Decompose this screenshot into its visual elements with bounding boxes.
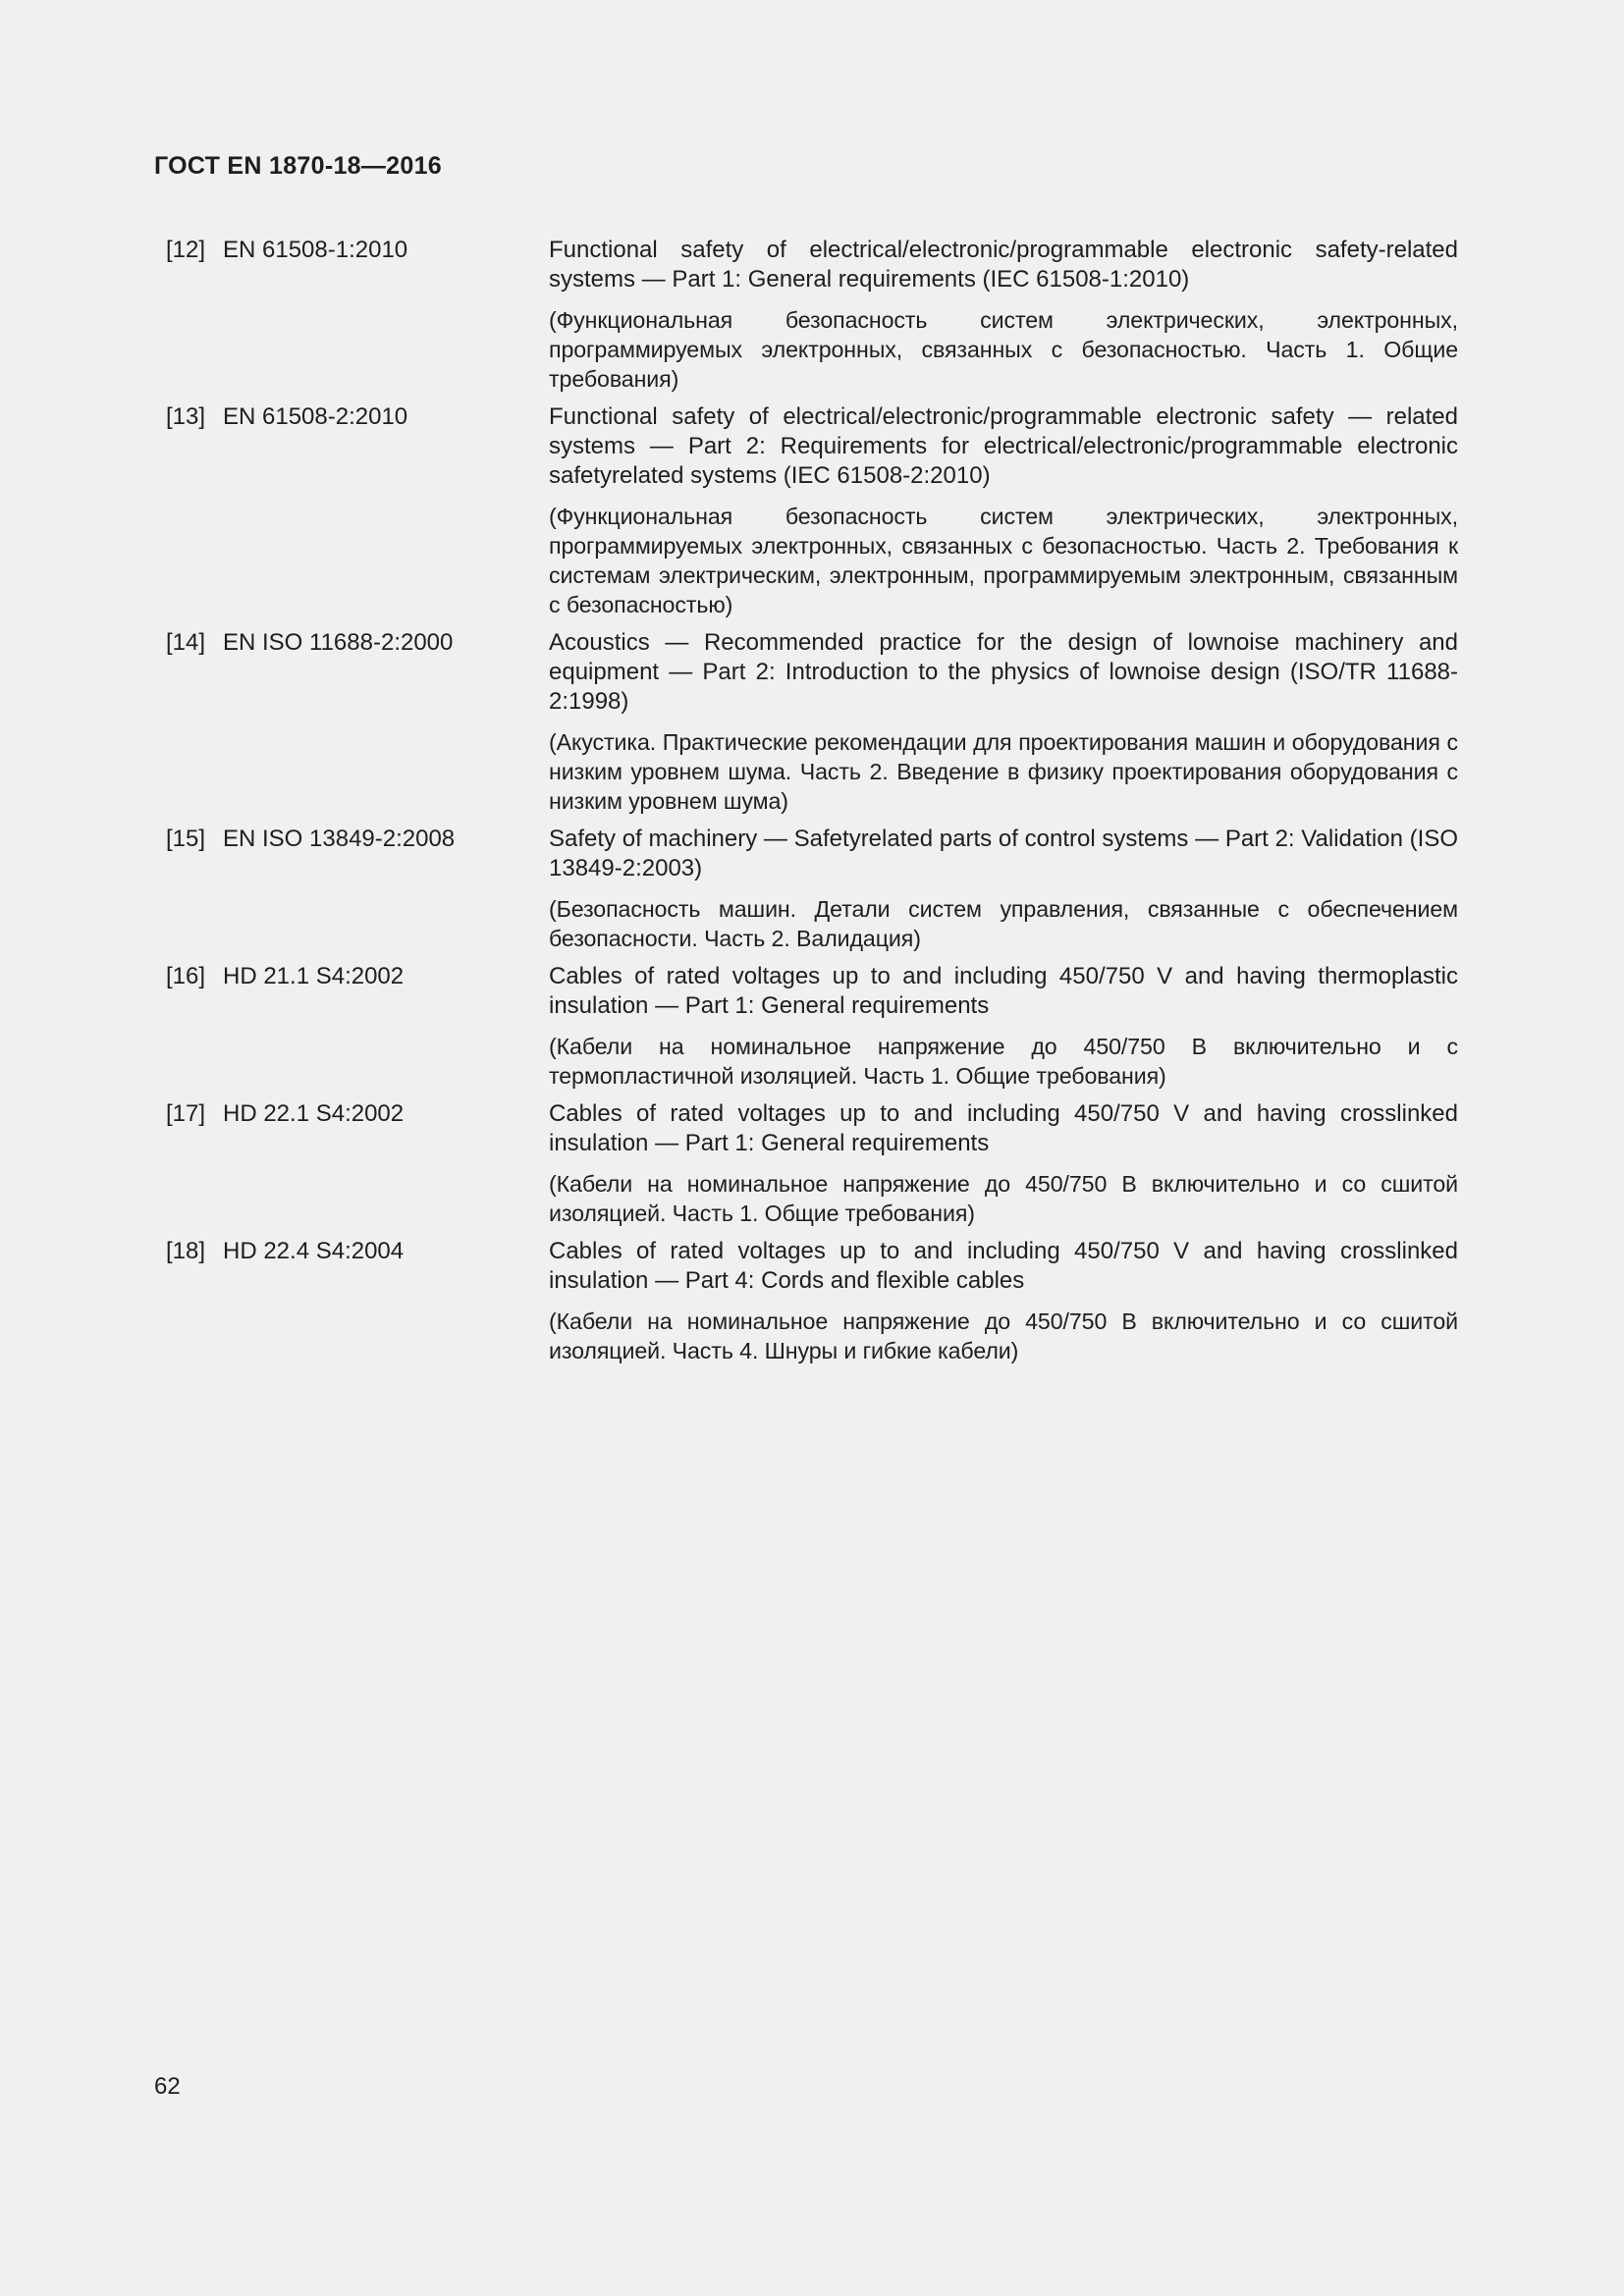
reference-entry xyxy=(154,236,1458,402)
reference-title-ru: (Кабели на номинальное напряжение до 450/750 В включительно и со сшитой изоляцией. Часть 1. Общие требования) xyxy=(549,1171,1458,1226)
reference-number: [16] xyxy=(166,963,206,989)
reference-titles xyxy=(549,1237,1458,1374)
reference-titles xyxy=(549,825,1458,962)
reference-entry xyxy=(154,1237,1458,1374)
reference-number: [17] xyxy=(166,1100,206,1127)
document-header: ГОСТ EN 1870-18—2016 xyxy=(154,152,442,180)
reference-code: EN ISO 11688-2:2000 xyxy=(223,629,454,656)
page-number: 62 xyxy=(154,2073,181,2100)
reference-titles xyxy=(549,628,1458,825)
reference-number: [18] xyxy=(166,1238,206,1264)
reference-title-en: Cables of rated voltages up to and including 450/750 V and having thermoplastic insulation — Part 1: General requirements xyxy=(549,963,1458,1019)
reference-title-ru: (Кабели на номинальное напряжение до 450/750 В включительно и со сшитой изоляцией. Часть 4. Шнуры и гибкие кабели) xyxy=(549,1308,1458,1363)
reference-number: [14] xyxy=(166,629,206,656)
reference-entry xyxy=(154,402,1458,628)
reference-title-ru: (Безопасность машин. Детали систем управления, связанные с обеспечением безопасности. Часть 2. Валидация) xyxy=(549,896,1458,951)
reference-title-en: Safety of machinery — Safetyrelated parts of control systems — Part 2: Validation (ISO 13849-2:2003) xyxy=(549,826,1458,881)
reference-code: HD 22.4 S4:2004 xyxy=(223,1238,405,1264)
reference-code: EN 61508-1:2010 xyxy=(223,237,408,263)
reference-code: HD 21.1 S4:2002 xyxy=(223,963,405,989)
reference-titles xyxy=(549,402,1458,628)
reference-code: EN 61508-2:2010 xyxy=(223,403,408,430)
reference-title-en: Functional safety of electrical/electronic/programmable electronic safety-related systems — Part 1: General requirements (IEC 61508-1:2010) xyxy=(549,237,1458,293)
reference-entry xyxy=(154,825,1458,962)
reference-code: EN ISO 13849-2:2008 xyxy=(223,826,456,852)
reference-titles xyxy=(549,236,1458,402)
reference-entry xyxy=(154,628,1458,825)
bibliography-list xyxy=(154,236,1458,1374)
reference-code: HD 22.1 S4:2002 xyxy=(223,1100,405,1127)
reference-title-ru: (Кабели на номинальное напряжение до 450/750 В включительно и с термопластичной изоляцией. Часть 1. Общие требования) xyxy=(549,1034,1458,1089)
reference-titles xyxy=(549,1099,1458,1237)
reference-entry xyxy=(154,1099,1458,1237)
reference-title-ru: (Функциональная безопасность систем электрических, электронных, программируемых электронных, связанных с безопасностью. Часть 1. Общие требования) xyxy=(549,307,1458,392)
reference-title-en: Cables of rated voltages up to and including 450/750 V and having crosslinked insulation — Part 1: General requirements xyxy=(549,1100,1458,1156)
reference-number: [12] xyxy=(166,237,206,263)
reference-title-en: Acoustics — Recommended practice for the design of lownoise machinery and equipment — Part 2: Introduction to the physics of lownoise design (ISO/TR 11688-2:1998) xyxy=(549,629,1458,715)
reference-title-en: Functional safety of electrical/electronic/programmable electronic safety — related systems — Part 2: Requirements for electrical/electronic/programmable electronic safetyrelated systems (IEC 61508-2:2010) xyxy=(549,403,1458,489)
reference-entry xyxy=(154,962,1458,1099)
reference-title-en: Cables of rated voltages up to and including 450/750 V and having crosslinked insulation — Part 4: Cords and flexible cables xyxy=(549,1238,1458,1294)
reference-number: [15] xyxy=(166,826,206,852)
reference-title-ru: (Акустика. Практические рекомендации для проектирования машин и оборудования с низким уровнем шума. Часть 2. Введение в физику проектирования оборудования с низким уровнем шума) xyxy=(549,729,1458,814)
reference-title-ru: (Функциональная безопасность систем электрических, электронных, программируемых электронных, связанных с безопасностью. Часть 2. Требования к системам электрическим, электронным, программируемым электронным, связанным с безопасностью) xyxy=(549,504,1458,617)
reference-number: [13] xyxy=(166,403,206,430)
reference-titles xyxy=(549,962,1458,1099)
